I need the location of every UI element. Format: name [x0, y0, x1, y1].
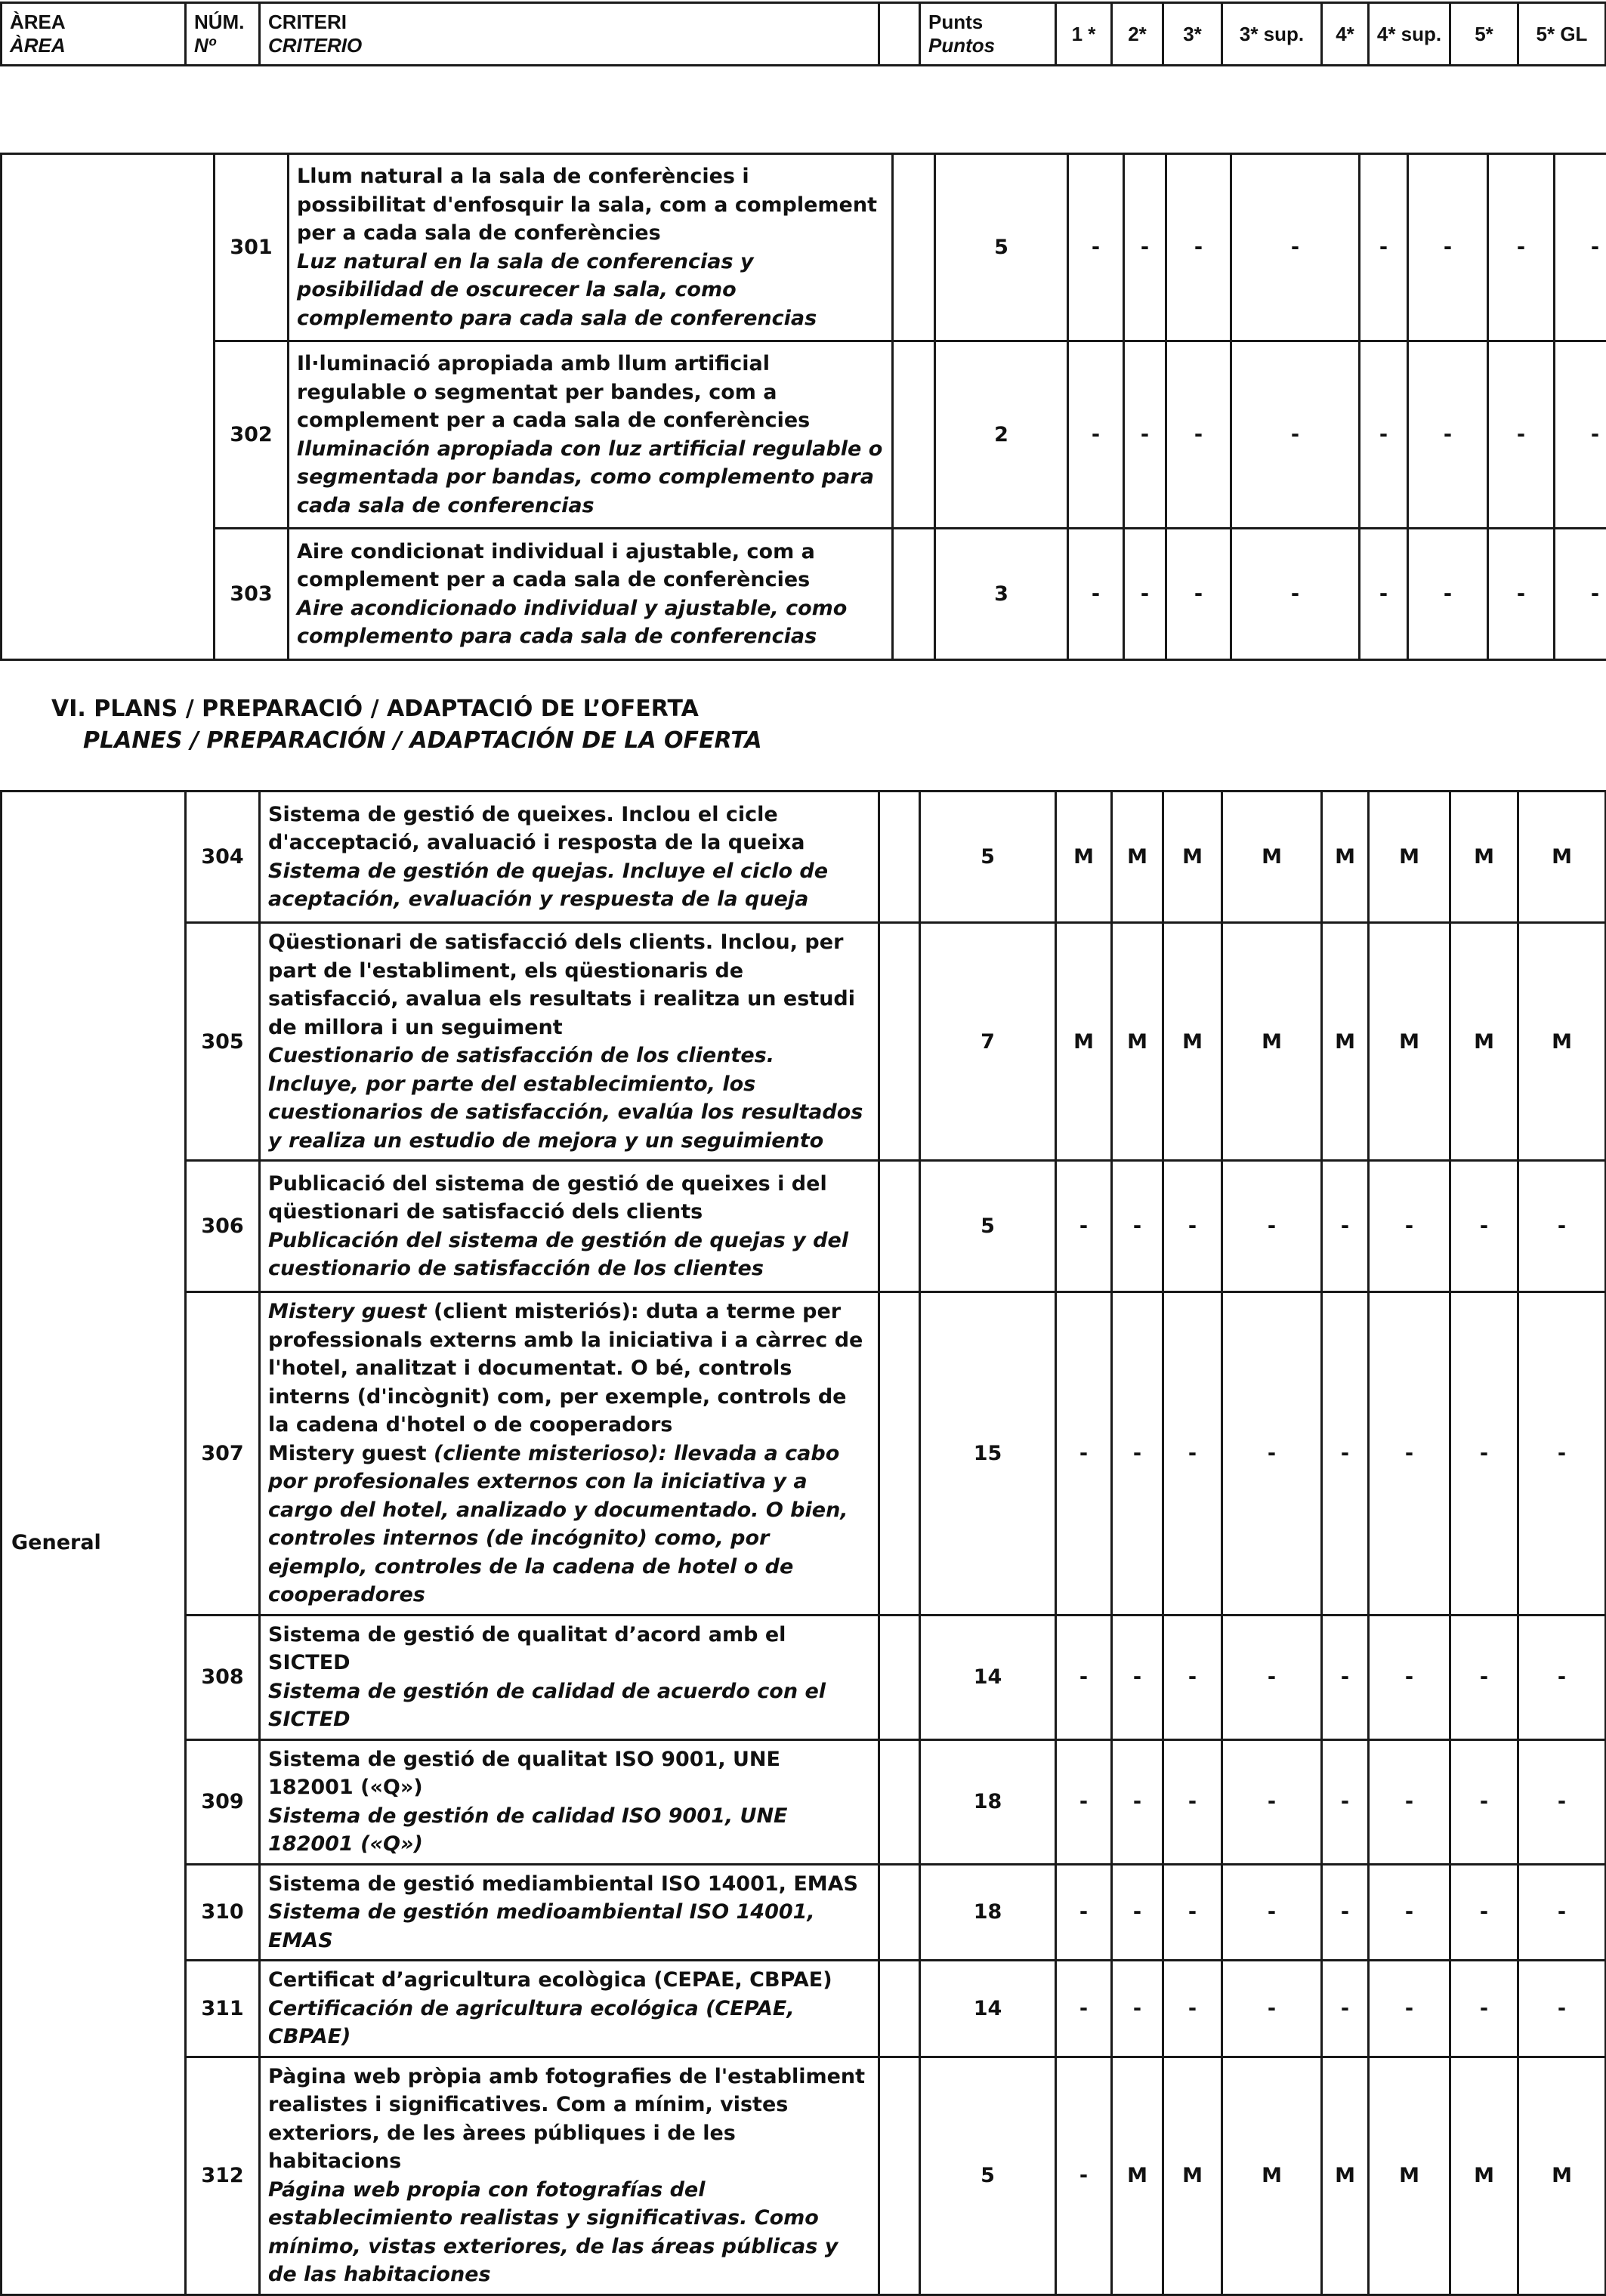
points-value: 14: [920, 1961, 1056, 2057]
category-2-value: -: [1112, 1292, 1163, 1616]
criterion-text: [260, 1292, 879, 1616]
criterion-text-es: Sistema de gestión de calidad ISO 9001, UNE 182001 («Q»): [268, 1802, 870, 1859]
category-5-value: -: [1450, 1739, 1518, 1864]
criterion-number: 306: [186, 1161, 260, 1292]
category-4-value: -: [1322, 1864, 1369, 1961]
category-5gl-value: M: [1518, 2057, 1606, 2294]
category-2-value: -: [1124, 154, 1166, 341]
header-num: NÚM. Nº: [186, 3, 260, 66]
category-5gl-value: -: [1555, 154, 1606, 341]
header-cat-4sup: 4* sup.: [1369, 3, 1450, 66]
points-value: 5: [920, 1161, 1056, 1292]
category-3sup-value: M: [1222, 923, 1322, 1161]
mystery-guest-term: Mistery guest: [268, 1300, 427, 1323]
criterion-text-es: Luz natural en la sala de conferencias y posibilidad de oscurecer la sala, como complemento para cada sala de conferencias: [297, 248, 884, 333]
spacer-cell: [879, 1864, 920, 1961]
spacer-cell: [879, 923, 920, 1161]
criterion-number: 311: [186, 1961, 260, 2057]
criterion-text: [289, 154, 893, 341]
category-1-value: M: [1056, 923, 1112, 1161]
criterion-text-ca: Sistema de gestió de qualitat ISO 9001, UNE 182001 («Q»): [268, 1745, 870, 1802]
category-4-value: -: [1322, 1739, 1369, 1864]
criterion-text-es: Cuestionario de satisfacción de los clientes. Incluye, por parte del establecimiento, los cuestionarios de satisfacción, evalúa los resultados y realiza un estudio de mejora y un seguimiento: [268, 1042, 870, 1155]
category-3sup-value: M: [1222, 792, 1322, 923]
criterion-text-ca: Sistema de gestió de queixes. Inclou el cicle d'acceptació, avaluació i resposta de la queixa: [268, 801, 870, 857]
category-2-value: M: [1112, 2057, 1163, 2294]
table-row: [2, 1864, 1606, 1961]
category-4-value: -: [1322, 1161, 1369, 1292]
points-value: 2: [935, 341, 1068, 529]
category-3sup-value: -: [1231, 154, 1360, 341]
category-5-value: -: [1488, 529, 1555, 660]
category-4sup-value: -: [1369, 1961, 1450, 2057]
criterion-text-es: Iluminación apropiada con luz artificial regulable o segmentada por bandas, como complemento para cada sala de conferencias: [297, 435, 884, 520]
criterion-number: 312: [186, 2057, 260, 2294]
criterion-text-es-rest: (cliente misterioso): llevada a cabo por profesionales externos con la iniciativa y a cargo del hotel, analizado y documentado. O bien, controles internos (de incógnito) como, por ejemplo, controles de la cadena de hotel o de cooperadores: [268, 1442, 848, 1607]
criterion-text-ca: Qüestionari de satisfacció dels clients. Inclou, per part de l'establiment, els qüestionaris de satisfacció, avalua els resultats i realitza un estudi de millora i un seguiment: [268, 928, 870, 1042]
category-4sup-value: -: [1369, 1615, 1450, 1739]
category-3sup-value: -: [1222, 1615, 1322, 1739]
header-cat-5gl: 5* GL: [1518, 3, 1606, 66]
category-2-value: -: [1112, 1961, 1163, 2057]
criterion-text-es: Aire acondicionado individual y ajustable, como complemento para cada sala de conferencias: [297, 594, 884, 651]
header-cat-5: 5*: [1450, 3, 1518, 66]
points-value: 5: [935, 154, 1068, 341]
points-value: 18: [920, 1864, 1056, 1961]
spacer-cell: [893, 529, 935, 660]
table-row: [2, 923, 1606, 1161]
header-cat-1: 1 *: [1056, 3, 1112, 66]
spacer-cell: [879, 1961, 920, 2057]
table-row: [2, 1615, 1606, 1739]
category-4sup-value: -: [1369, 1161, 1450, 1292]
criterion-text: [260, 1864, 879, 1961]
category-3sup-value: M: [1222, 2057, 1322, 2294]
criterion-number: 303: [215, 529, 289, 660]
category-1-value: -: [1056, 1739, 1112, 1864]
criterion-text-ca: Certificat d’agricultura ecològica (CEPAE, CBPAE): [268, 1966, 870, 1995]
criterion-number: 308: [186, 1615, 260, 1739]
points-value: 3: [935, 529, 1068, 660]
category-5-value: -: [1450, 1864, 1518, 1961]
category-3-value: M: [1163, 792, 1222, 923]
category-5gl-value: -: [1518, 1864, 1606, 1961]
category-5-value: -: [1488, 341, 1555, 529]
category-4sup-value: -: [1369, 1292, 1450, 1616]
spacer-cell: [879, 1739, 920, 1864]
points-value: 7: [920, 923, 1056, 1161]
criterion-text-es: Sistema de gestión de quejas. Incluye el ciclo de aceptación, evaluación y respuesta de la queja: [268, 857, 870, 914]
spacer-cell: [879, 792, 920, 923]
mystery-guest-term-es: Mistery guest: [268, 1442, 427, 1465]
criterion-number: 304: [186, 792, 260, 923]
category-4-value: -: [1360, 341, 1408, 529]
category-1-value: -: [1068, 341, 1124, 529]
category-3sup-value: -: [1222, 1292, 1322, 1616]
category-4sup-value: -: [1408, 154, 1488, 341]
criterion-number: 307: [186, 1292, 260, 1616]
category-4sup-value: M: [1369, 2057, 1450, 2294]
criterion-text-ca: Llum natural a la sala de conferències i possibilitat d'enfosquir la sala, com a complement per a cada sala de conferències: [297, 162, 884, 248]
category-5gl-value: -: [1555, 529, 1606, 660]
category-1-value: -: [1068, 529, 1124, 660]
criterion-text-es: Sistema de gestión de calidad de acuerdo con el SICTED: [268, 1677, 870, 1734]
category-5gl-value: -: [1518, 1161, 1606, 1292]
criterion-text: [260, 1739, 879, 1864]
criterion-text: [289, 341, 893, 529]
points-value: 14: [920, 1615, 1056, 1739]
category-5-value: M: [1450, 923, 1518, 1161]
criterion-text: [260, 1615, 879, 1739]
category-5-value: M: [1450, 2057, 1518, 2294]
category-3-value: -: [1163, 1292, 1222, 1616]
category-4-value: -: [1322, 1615, 1369, 1739]
criterion-number: 310: [186, 1864, 260, 1961]
category-4-value: -: [1360, 154, 1408, 341]
header-spacer: [879, 3, 920, 66]
criterion-text-ca: Il·luminació apropiada amb llum artificial regulable o segmentat per bandes, com a complement per a cada sala de conferències: [297, 350, 884, 435]
header-punts: Punts Puntos: [920, 3, 1056, 66]
category-3-value: -: [1163, 1615, 1222, 1739]
spacer-cell: [893, 154, 935, 341]
table-row: [2, 341, 1606, 529]
section-title-ca: VI. PLANS / PREPARACIÓ / ADAPTACIÓ DE L’OFERTA: [51, 696, 699, 722]
table-row: [2, 1161, 1606, 1292]
category-2-value: -: [1112, 1864, 1163, 1961]
category-5gl-value: M: [1518, 792, 1606, 923]
category-5-value: -: [1488, 154, 1555, 341]
category-1-value: M: [1056, 792, 1112, 923]
header-cat-3sup: 3* sup.: [1222, 3, 1322, 66]
category-1-value: -: [1056, 1864, 1112, 1961]
category-4sup-value: -: [1408, 341, 1488, 529]
spacer-cell: [879, 1292, 920, 1616]
category-4-value: M: [1322, 2057, 1369, 2294]
category-4sup-value: M: [1369, 923, 1450, 1161]
table-row: [2, 2057, 1606, 2294]
category-5-value: M: [1450, 792, 1518, 923]
spacer-cell: [879, 1161, 920, 1292]
category-3sup-value: -: [1222, 1739, 1322, 1864]
criterion-text-ca: Publicació del sistema de gestió de queixes i del qüestionari de satisfacció dels clients: [268, 1170, 870, 1227]
category-5gl-value: -: [1555, 341, 1606, 529]
category-1-value: -: [1056, 1615, 1112, 1739]
header-area: ÀREA ÀREA: [2, 3, 186, 66]
category-5gl-value: -: [1518, 1961, 1606, 2057]
header-cat-3: 3*: [1163, 3, 1222, 66]
category-3sup-value: -: [1222, 1961, 1322, 2057]
category-1-value: -: [1056, 1292, 1112, 1616]
criterion-text: [260, 2057, 879, 2294]
category-4-value: -: [1322, 1961, 1369, 2057]
points-value: 18: [920, 1739, 1056, 1864]
header-table: [0, 2, 1606, 66]
section-heading: [51, 693, 762, 757]
category-1-value: -: [1056, 1161, 1112, 1292]
category-3sup-value: -: [1222, 1864, 1322, 1961]
spacer-cell: [893, 341, 935, 529]
category-1-value: -: [1056, 1961, 1112, 2057]
category-4sup-value: -: [1369, 1739, 1450, 1864]
area-cell: [2, 154, 215, 660]
category-2-value: -: [1124, 341, 1166, 529]
criterion-text-ca: Sistema de gestió mediambiental ISO 14001, EMAS: [268, 1870, 870, 1899]
header-cat-2: 2*: [1112, 3, 1163, 66]
criterion-text-es: Publicación del sistema de gestión de quejas y del cuestionario de satisfacción de los clientes: [268, 1227, 870, 1283]
category-3-value: -: [1163, 1961, 1222, 2057]
category-3-value: -: [1166, 529, 1231, 660]
section-title-es: PLANES / PREPARACIÓN / ADAPTACIÓN DE LA OFERTA: [51, 725, 762, 757]
category-2-value: M: [1112, 923, 1163, 1161]
category-3-value: M: [1163, 2057, 1222, 2294]
points-value: 5: [920, 792, 1056, 923]
category-5-value: -: [1450, 1615, 1518, 1739]
criterion-text: [260, 792, 879, 923]
criterion-text-es: [268, 1440, 870, 1609]
criterion-text-ca: Sistema de gestió de qualitat d’acord amb el SICTED: [268, 1621, 870, 1677]
category-1-value: -: [1056, 2057, 1112, 2294]
criterion-text-es: Certificación de agricultura ecológica (CEPAE, CBPAE): [268, 1995, 870, 2051]
criterion-text: [289, 529, 893, 660]
criterion-text-ca: [268, 1298, 870, 1440]
category-5gl-value: M: [1518, 923, 1606, 1161]
category-2-value: M: [1112, 792, 1163, 923]
table-row: [2, 1961, 1606, 2057]
points-value: 15: [920, 1292, 1056, 1616]
spacer-cell: [879, 1615, 920, 1739]
category-2-value: -: [1124, 529, 1166, 660]
category-2-value: -: [1112, 1615, 1163, 1739]
criterion-number: 302: [215, 341, 289, 529]
category-3-value: -: [1163, 1161, 1222, 1292]
category-4sup-value: -: [1408, 529, 1488, 660]
criterion-text-ca-rest: (client misteriós): duta a terme per professionals externs amb la iniciativa i a càrrec de l'hotel, analitzat i documentat. O bé, controls interns (d'incògnit) com, per exemple, controls de la cadena d'hotel o de cooperadors: [268, 1300, 863, 1437]
category-3-value: -: [1163, 1864, 1222, 1961]
criterion-number: 301: [215, 154, 289, 341]
points-value: 5: [920, 2057, 1056, 2294]
category-4sup-value: M: [1369, 792, 1450, 923]
category-3-value: M: [1163, 923, 1222, 1161]
table-row: [2, 1292, 1606, 1616]
category-2-value: -: [1112, 1161, 1163, 1292]
criterion-text: [260, 1961, 879, 2057]
category-2-value: -: [1112, 1739, 1163, 1864]
criterion-text-ca: Aire condicionat individual i ajustable, com a complement per a cada sala de conferències: [297, 538, 884, 594]
spacer-cell: [879, 2057, 920, 2294]
category-4-value: M: [1322, 923, 1369, 1161]
category-3sup-value: -: [1222, 1161, 1322, 1292]
category-3-value: -: [1163, 1739, 1222, 1864]
criterion-text: [260, 1161, 879, 1292]
header-cat-4: 4*: [1322, 3, 1369, 66]
table-row: [2, 529, 1606, 660]
category-5gl-value: -: [1518, 1615, 1606, 1739]
category-3-value: -: [1166, 154, 1231, 341]
criterion-number: 305: [186, 923, 260, 1161]
category-5gl-value: -: [1518, 1739, 1606, 1864]
category-5-value: -: [1450, 1961, 1518, 2057]
category-3sup-value: -: [1231, 529, 1360, 660]
header-criteri: CRITERI CRITERIO: [260, 3, 879, 66]
table-row: [2, 154, 1606, 341]
criterion-text-es: Sistema de gestión medioambiental ISO 14001, EMAS: [268, 1898, 870, 1955]
category-3sup-value: -: [1231, 341, 1360, 529]
area-cell: General: [2, 792, 186, 2295]
criterion-text-ca: Pàgina web pròpia amb fotografies de l'establiment realistes i significatives. Com a mínim, vistes exteriors, de les àrees públiques i de les habitacions: [268, 2063, 870, 2176]
criteria-table-2: [0, 790, 1606, 2296]
category-4-value: -: [1360, 529, 1408, 660]
category-4sup-value: -: [1369, 1864, 1450, 1961]
criterion-text: [260, 923, 879, 1161]
category-5-value: -: [1450, 1292, 1518, 1616]
table-row: [2, 1739, 1606, 1864]
criterion-text-es: Página web propia con fotografías del establecimiento realistas y significativas. Como mínimo, vistas exteriores, de las áreas públicas y de las habitaciones: [268, 2176, 870, 2289]
category-5-value: -: [1450, 1161, 1518, 1292]
criteria-table-1: [0, 153, 1606, 661]
table-row: [2, 792, 1606, 923]
category-5gl-value: -: [1518, 1292, 1606, 1616]
category-4-value: -: [1322, 1292, 1369, 1616]
criterion-number: 309: [186, 1739, 260, 1864]
category-4-value: M: [1322, 792, 1369, 923]
category-1-value: -: [1068, 154, 1124, 341]
category-3-value: -: [1166, 341, 1231, 529]
